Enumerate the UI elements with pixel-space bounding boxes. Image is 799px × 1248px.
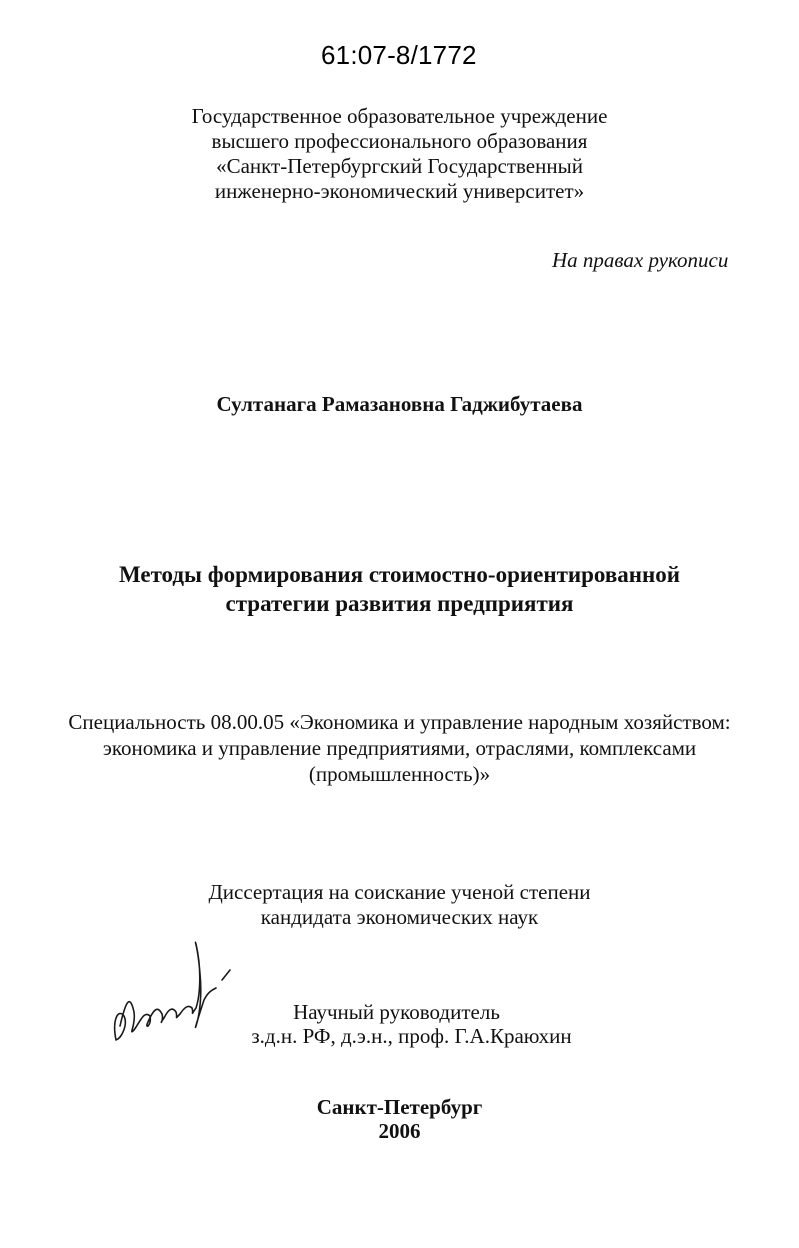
city: Санкт-Петербург <box>316 1095 483 1119</box>
institution-line: высшего профессионального образования <box>211 129 588 153</box>
title-line: Методы формирования стоимостно-ориентированной <box>118 562 681 587</box>
degree-line: Диссертация на соискание ученой степени <box>208 880 591 904</box>
registry-code: 61:07-8/1772 <box>321 40 477 70</box>
specialty-line: Специальность 08.00.05 «Экономика и управление народным хозяйством: <box>68 710 731 734</box>
specialty-line: (промышленность)» <box>308 762 491 786</box>
manuscript-note: На правах рукописи <box>552 248 729 272</box>
institution-line: Государственное образовательное учреждение <box>191 104 608 128</box>
title-line: стратегии развития предприятия <box>225 591 574 616</box>
supervisor-label: Научный руководитель <box>293 1000 500 1024</box>
year: 2006 <box>378 1119 421 1143</box>
degree-line: кандидата экономических наук <box>260 905 539 929</box>
institution-line: инженерно-экономический университет» <box>214 179 585 203</box>
supervisor-credentials: з.д.н. РФ, д.э.н., проф. Г.А.Краюхин <box>251 1024 572 1048</box>
institution-line: «Санкт-Петербургский Государственный <box>216 154 583 178</box>
specialty-line: экономика и управление предприятиями, отраслями, комплексами <box>102 736 697 760</box>
author-name: Султанага Рамазановна Гаджибутаева <box>216 392 583 416</box>
